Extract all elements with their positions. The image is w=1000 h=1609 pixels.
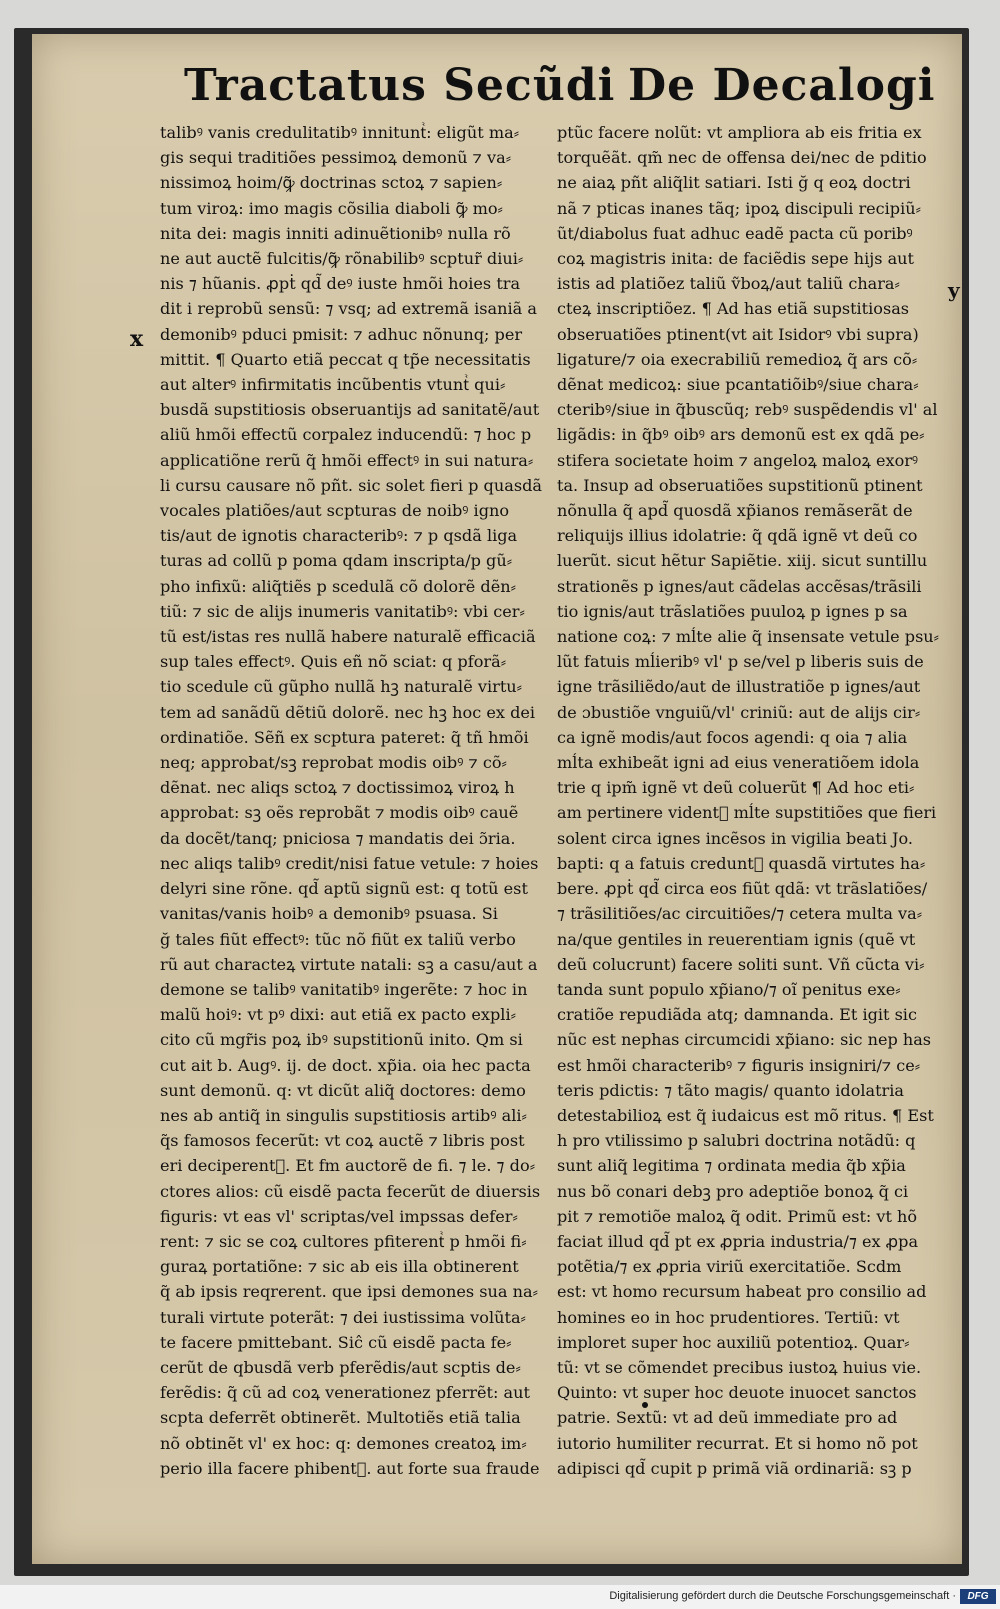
- text-line: ũt/diabolus fuat adhuc eadẽ pacta cũ poribꝰ: [557, 223, 913, 243]
- text-line: cerũt de qbusdã verb pferẽdis/aut scptis de⸗: [160, 1357, 521, 1377]
- running-head-left: Tractatus Secũdi: [184, 60, 616, 111]
- text-line: istis ad platiõez taliũ ṽboꝝ/aut taliũ chara⸗: [557, 274, 900, 294]
- text-line: vanitas/vanis hoibꝰ a demonibꝰ psuasa. Si: [160, 904, 498, 924]
- text-line: strationẽs p ignes/aut cãdelas accẽsas/trãsili: [557, 576, 922, 596]
- text-line: approbat: sꝫ oẽs reprobãt ⁊ modis oibꝰ cauẽ: [160, 803, 519, 823]
- text-line: tũ est/istas res nullã habere naturalẽ efficaciã: [160, 627, 536, 647]
- text-line: h pro vtilissimo p salubri doctrina notãdũ: q: [557, 1131, 916, 1151]
- text-line: sunt aliq̃ legitima ⁊ ordinata media q̃b xp̃ia: [557, 1156, 906, 1176]
- text-line: mittit. ¶ Quarto etiã peccat q tp̃e necessitatis: [160, 349, 531, 369]
- text-line: solent circa ignes incẽsos in vigilia beati Jo.: [557, 828, 914, 848]
- text-line: homines eo in hoc prudentiores. Tertiũ: vt: [557, 1307, 900, 1327]
- text-line: gis sequi traditiões pessimoꝝ demonũ ⁊ va⸗: [160, 148, 512, 168]
- page-dot: [642, 1402, 648, 1408]
- footer-credit: Digitalisierung gefördert durch die Deutsche Forschungsgemeinschaft ·: [609, 1590, 956, 1602]
- text-line: tio ignis/aut trãslatiões puuloꝝ p ignes p sa: [557, 601, 908, 621]
- dfg-logo: DFG: [960, 1589, 996, 1604]
- text-line: de ɔbustiõe vnguiũ/vl' criniũ: aut de alijs cir⸗: [557, 702, 921, 722]
- text-line: scpta deferrẽt obtinerẽt. Multotiẽs etiã talia: [160, 1408, 521, 1428]
- text-line: ne aut auctẽ fulcitis/ꝙ̃ rõnabilibꝰ scptur̃ diui⸗: [160, 249, 524, 269]
- text-line: rent: ⁊ sic se coꝝ cultores pfiterentᷣ p hmõi fi⸗: [160, 1231, 527, 1251]
- text-line: nus bõ conari debꝫ pro adeptiõe bonoꝝ q̃ ci: [557, 1181, 909, 1201]
- text-line: trie q ipm̃ ignẽ vt deũ coluerũt ¶ Ad hoc eti⸗: [557, 778, 915, 798]
- margin-note-left: x: [130, 326, 144, 352]
- text-line: teris pdictis: ⁊ tãto magis/ quanto idolatria: [557, 1080, 904, 1100]
- text-line: nes ab antiq̃ in singulis supstitiosis artibꝰ ali⸗: [160, 1105, 527, 1125]
- text-line: ferẽdis: q̃ cũ ad coꝝ venerationez pferrẽt: aut: [160, 1383, 531, 1403]
- text-line: nita dei: magis inniti adinuẽtionibꝰ nulla rõ: [160, 223, 511, 243]
- text-line: demonibꝰ pduci pmisit: ⁊ adhuc nõnunq; per: [160, 324, 523, 344]
- text-line: malũ hoiꝰ: vt pꝰ dixi: aut etiã ex pacto expli⸗: [160, 1005, 516, 1025]
- text-line: deũ colucrunt) facere soliti sunt. Vñ cũcta vi⸗: [557, 954, 925, 974]
- text-line: mĺta exhibeãt igni ad eius veneratiõem idola: [557, 753, 920, 773]
- text-line: pit ⁊ remotiõe maloꝝ q̃ odit. Primũ est: vt hõ: [557, 1206, 918, 1226]
- text-line: obseruatiões ptinent(vt ait Isidorꝰ vbi supra): [557, 324, 919, 344]
- text-line: tis/aut de ignotis characteribꝰ: ⁊ p qsdã liga: [160, 526, 518, 546]
- text-line: busdã supstitiosis obseruantijs ad sanitatẽ/aut: [160, 400, 540, 420]
- running-head-right: De Decalogi: [628, 60, 936, 111]
- text-line: sunt demonũ. q: vt dicũt aliq̃ doctores: demo: [160, 1080, 526, 1100]
- text-line: ligãdis: in q̃bꝰ oibꝰ ars demonũ est ex qdã pe⸗: [557, 425, 925, 445]
- text-line: stifera societate hoim ⁊ angeloꝝ maloꝝ exorꝰ: [557, 450, 919, 470]
- text-line: ordinatiõe. Sẽñ ex scptura pateret: q̃ tñ hmõi: [160, 727, 529, 747]
- text-line: tum viroꝝ: imo magis cõsilia diaboli ꝙ̃ mo⸗: [160, 198, 503, 218]
- text-line: nõnulla q̃ apd̃ quosdã xp̃ianos remãserãt de: [557, 501, 913, 521]
- text-line: dit i reprobũ sensũ: ⁊ vsq; ad extremã isaniã a: [160, 299, 537, 319]
- text-line: faciat illud qd̃ pt ex ꝓpria industria/⁊ ex ꝓpa: [557, 1231, 919, 1251]
- text-line: ptũc facere nolũt: vt ampliora ab eis fritia ex: [557, 123, 922, 142]
- text-line: turali virtute poterãt: ⁊ dei iustissima volũta⸗: [160, 1307, 526, 1327]
- text-line: cito cũ mgr̃is poꝝ ibꝰ supstitionũ inito. Qm si: [160, 1030, 523, 1050]
- text-line: cut ait b. Augꝰ. ij. de doct. xp̃ia. oia hec pacta: [160, 1055, 531, 1075]
- text-line: detestabilioꝝ est q̃ iudaicus est mõ ritus. ¶ Est: [557, 1105, 934, 1125]
- text-line: te facere pmittebant. Siĉ cũ eisdẽ pacta fe⸗: [160, 1332, 512, 1352]
- text-line: bapti: q a fatuis creduntᷣ quasdã virtutes ha⸗: [557, 853, 926, 873]
- text-line: cratiõe repudiãda atq; damnanda. Et igit sic: [557, 1005, 917, 1025]
- text-line: iutorio humiliter recurrat. Et si homo nõ pot: [557, 1433, 918, 1453]
- text-line: na/que gentiles in reuerentiam ignis (quẽ vt: [557, 929, 916, 949]
- text-line: q̃ ab ipsis reqrerent. que ipsi demones sua na⸗: [160, 1282, 538, 1302]
- text-line: da docẽt/tanq; pniciosa ⁊ mandatis dei ɔ̃ria.: [160, 828, 516, 848]
- margin-note-right: y: [948, 278, 960, 302]
- text-line: est: vt homo recursum habeat pro consilio ad: [557, 1282, 927, 1302]
- text-line: ligature/⁊ oia execrabiliũ remedioꝝ q̃ ars cõ⸗: [557, 349, 918, 369]
- text-line: nã ⁊ pticas inanes tãq; ipoꝝ discipuli recipiũ⸗: [557, 198, 921, 218]
- text-line: aliũ hmõi effectũ corpalez inducendũ: ⁊ hoc p: [160, 425, 532, 445]
- text-line: guraꝝ portatiõne: ⁊ sic ab eis illa obtinerent: [160, 1257, 519, 1277]
- text-line: lũt fatuis mĺieribꝰ vl' p se/vel p liberis suis de: [557, 652, 924, 672]
- text-line: nec aliqs talibꝰ credit/nisi fatue vetule: ⁊ hoies: [160, 853, 539, 873]
- text-line: ca ignẽ modis/aut focos agendi: q oia ⁊ alia: [557, 727, 908, 747]
- text-line: cteꝝ inscriptiõez. ¶ Ad has etiã supstitiosas: [557, 299, 910, 319]
- text-line: ğ tales fiũt effectꝰ: tũc nõ fiũt ex taliũ verbo: [160, 929, 516, 949]
- text-line: applicatiõne rerũ q̃ hmõi effectꝰ in sui natura⸗: [160, 450, 534, 470]
- book-page: [32, 34, 962, 1564]
- text-line: neq; approbat/sꝫ reprobat modis oibꝰ ⁊ cõ⸗: [160, 753, 507, 773]
- right-text-column: [557, 120, 940, 1481]
- text-line: vocales platiões/aut scpturas de noibꝰ igno: [160, 501, 510, 521]
- text-line: figuris: vt eas vl' scriptas/vel impssas defer⸗: [160, 1206, 518, 1226]
- text-line: tiũ: ⁊ sic de alijs inumeris vanitatibꝰ: vbi cer⸗: [160, 601, 525, 621]
- text-line: pho infixũ: aliq̃tiẽs p scedulã cõ dolorẽ dẽn⸗: [160, 576, 516, 596]
- text-line: delyri sine rõne. qd̃ aptũ signũ est: q totũ est: [160, 879, 528, 899]
- text-line: ctores alios: cũ eisdẽ pacta fecerũt de diuersis: [160, 1181, 541, 1201]
- text-line: bere. ꝓpṫ qd̃ circa eos fiũt qdã: vt trãslatiões/: [557, 879, 928, 899]
- text-line: tanda sunt populo xp̃iano/⁊ oĩ penitus exe⸗: [557, 979, 901, 999]
- footer-bar: [0, 1585, 1000, 1609]
- text-line: luerũt. sicut hẽtur Sapiẽtie. xiij. sicut suntillu: [557, 551, 928, 571]
- text-line: Quinto: vt super hoc deuote inuocet sanctos: [557, 1383, 917, 1403]
- text-line: adipisci qd̃ cupit p primã viã ordinariã: sꝫ p: [557, 1458, 912, 1478]
- text-line: reliquijs illius idolatrie: q̃ qdã ignẽ vt deũ co: [557, 526, 918, 546]
- text-line: q̃s famosos fecerũt: vt coꝝ auctẽ ⁊ libris post: [160, 1131, 525, 1151]
- text-line: dẽnat. nec aliqs sctoꝝ ⁊ doctissimoꝝ viroꝝ h: [160, 778, 515, 798]
- text-line: am pertinere videntᷣ mĺte supstitiões que fieri: [557, 803, 937, 823]
- text-line: nissimoꝝ hoim/ꝙ̃ doctrinas sctoꝝ ⁊ sapien⸗: [160, 173, 503, 193]
- text-line: coꝝ magistris inita: de faciẽdis sepe hijs aut: [557, 249, 914, 269]
- text-line: perio illa facere phibentᷣ. aut forte sua fraude: [160, 1458, 540, 1478]
- text-line: torquẽãt. qm̃ nec de offensa dei/nec de pditio: [557, 148, 927, 168]
- text-line: ne aiaꝝ pñt aliq̃lit satiari. Isti ğ q eoꝝ doctri: [557, 173, 911, 193]
- text-line: tio scedule cũ gũpho nullã hꝫ naturalẽ virtu⸗: [160, 677, 523, 697]
- text-line: dẽnat medicoꝝ: siue pcantatiõibꝰ/siue chara⸗: [557, 375, 919, 395]
- text-line: sup tales effectꝰ. Quis eñ nõ sciat: q pforã⸗: [160, 652, 507, 672]
- text-line: aut alterꝰ infirmitatis incũbentis vtuntᷣ qui⸗: [160, 375, 506, 395]
- text-line: imploret super hoc auxiliũ potentioꝝ. Quar⸗: [557, 1332, 910, 1352]
- text-line: nõ obtinẽt vl' ex hoc: q: demones creatoꝝ im⸗: [160, 1433, 527, 1453]
- text-line: igne trãsiliẽdo/aut de illustratiõe p ignes/aut: [557, 677, 921, 697]
- text-line: turas ad collũ p poma qdam inscripta/p gũ⸗: [160, 551, 513, 571]
- text-line: ta. Insup ad obseruatiões supstitionũ ptinent: [557, 475, 923, 495]
- text-line: talibꝰ vanis credulitatibꝰ innituntᷣ: eligũt ma⸗: [160, 123, 520, 142]
- text-line: patrie. Sextũ: vt ad deũ immediate pro ad: [557, 1408, 898, 1428]
- text-line: rũ aut characteꝝ virtute natali: sꝫ a casu/aut a: [160, 954, 538, 974]
- text-line: nis ⁊ hũanis. ꝓpṫ qd̃ deꝰ iuste hmõi hoies tra: [160, 274, 521, 294]
- text-line: tũ: vt se cõmendet precibus iustoꝝ huius vie.: [557, 1357, 922, 1377]
- left-text-column: [160, 120, 543, 1481]
- text-line: potẽtia/⁊ ex ꝓpria viriũ exercitatiõe. Scdm: [557, 1257, 902, 1277]
- text-line: ⁊ trãsilitiões/ac circuitiões/⁊ cetera multa va⸗: [557, 904, 923, 924]
- text-line: est hmõi characteribꝰ ⁊ figuris insigniri/⁊ ce⸗: [557, 1055, 921, 1075]
- text-line: li cursu causare nõ pñt. sic solet fieri p quasdã: [160, 475, 543, 495]
- text-line: nũc est nephas circumcidi xp̃iano: sic nep has: [557, 1030, 932, 1050]
- text-line: demone se talibꝰ vanitatibꝰ ingerẽte: ⁊ hoc in: [160, 979, 528, 999]
- text-line: cteribꝰ/siue in q̃buscũq; rebꝰ suspẽdendis vl' al: [557, 400, 938, 420]
- text-line: tem ad sanãdũ dẽtiũ dolorẽ. nec hꝫ hoc ex dei: [160, 702, 536, 722]
- text-line: natione coꝝ: ⁊ mĺte alie q̃ insensate vetule psu⸗: [557, 627, 940, 647]
- text-line: eri deciperentᷣ. Et fm auctorẽ de fi. ⁊ le. ⁊ do⸗: [160, 1156, 536, 1176]
